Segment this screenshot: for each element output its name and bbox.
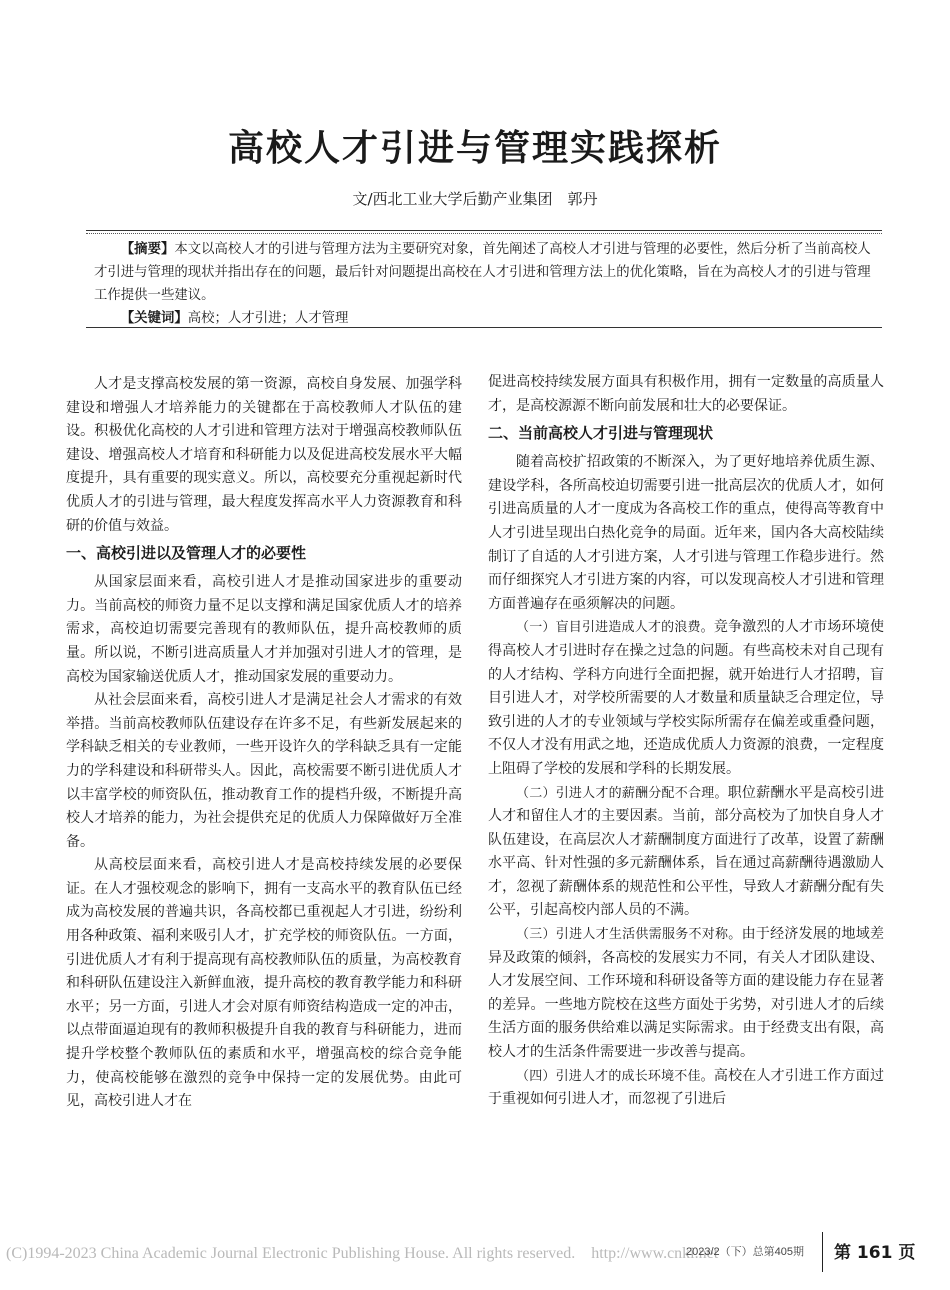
author-line: 文/西北工业大学后勤产业集团 郭丹	[352, 190, 598, 208]
section-heading-1: 一、高校引进以及管理人才的必要性	[66, 544, 307, 563]
page-number: 第 161 页	[834, 1243, 916, 1263]
section-heading-2: 二、当前高校人才引进与管理现状	[488, 424, 714, 443]
keywords-content: 高校；人才引进；人才管理	[187, 311, 349, 326]
subsection-4-title: （四）引进人才的成长环境不佳。	[516, 1068, 714, 1084]
paragraph-school: 从高校层面来看，高校引进人才是高校持续发展的必要保证。在人才强校观念的影响下，拥有一支高水平的教育队伍已经成为高校发展的普遍共识，各高校都已重视起人才引进，纷纷利用各种政策、福利来吸引人才，扩充学校的师资队伍。一方面，引进优质人才有利于提高现有高校教师队伍的质量，为高校教育和科研队伍建设注入新鲜血液，提升高校的教育教学能力和科研水平；另一方面，引进人才会对原有师资结构造成一定的冲击，以点带面逼迫现有的教师积极提升自我的教育与科研能力，进而提升学校整个教师队伍的素质和水平，增强高校的综合竞争能力，使高校能够在激烈的竞争中保持一定的发展优势。由此可见，高校引进人才在	[66, 857, 462, 1110]
subsection-2-text: 职位薪酬水平是高校引进人才和留住人才的主要因素。当前，部分高校为了加快自身人才队伍建设，在高层次人才薪酬制度方面进行了改革，设置了薪酬水平高、针对性强的多元薪酬体系，旨在通过高薪酬待遇激励人才，忽视了薪酬体系的规范性和公平性，导致人才薪酬分配有失公平，引起高校内部人员的不满。	[488, 784, 884, 919]
right-column	[488, 371, 884, 1112]
subsection-1-text: 竞争激烈的人才市场环境使得高校人才引进时存在操之过急的问题。有些高校未对自己现有的人才结构、学科方向进行全面把握，就开始进行人才招聘，盲目引进人才，对学校所需要的人才数量和质量缺乏合理定位，导致引进的人才的专业领域与学校实际所需存在偏差或重叠问题，不仅人才没有用武之地，还造成优质人力资源的浪费，一定程度上阻碍了学校的发展和学科的长期发展。	[488, 619, 884, 777]
left-column	[66, 373, 462, 1114]
intro-paragraph: 人才是支撑高校发展的第一资源，高校自身发展、加强学科建设和增强人才培养能力的关键都在于高校教师人才队伍的建设。积极优化高校的人才引进和管理方法对于增强高校教师队伍建设、增强高校人才培育和科研能力以及促进高校发展水平大幅度提升，具有重要的现实意义。所以，高校要充分重视起新时代优质人才的引进与管理，最大程度发挥高水平人力资源教育和科研的价值与效益。	[66, 376, 462, 534]
page-footer	[0, 1232, 950, 1272]
subsection-1	[488, 616, 884, 781]
abstract-text-block	[94, 238, 874, 330]
subsection-3-title: （三）引进人才生活供需服务不对称。	[516, 927, 742, 943]
subsection-1-title: （一）盲目引进造成人才的浪费。	[516, 620, 714, 636]
subsection-2-title: （二）引进人才的薪酬分配不合理。	[516, 785, 728, 801]
abstract-label: 【摘要】	[120, 242, 175, 257]
paragraph-social: 从社会层面来看，高校引进人才是满足社会人才需求的有效举措。当前高校教师队伍建设存在许多不足，有些新发展起来的学科缺乏相关的专业教师，一些开设许久的学科缺乏具有一定能力的学科建设和科研带头人。因此，高校需要不断引进优质人才以丰富学校的师资队伍，推动教育工作的提档升级，不断提升高校人才培养的能力，为社会提供充足的优质人力保障做好万全准备。	[66, 692, 462, 850]
paragraph-status: 随着高校扩招政策的不断深入，为了更好地培养优质生源、建设学科，各所高校迫切需要引进一批高层次的优质人才，如何引进高质量的人才一度成为各高校工作的重点，使得高等教育中人才引进呈现出白热化竞争的局面。近年来，国内各大高校陆续制订了自适的人才引进方案，人才引进与管理工作稳步进行。然而仔细探究人才引进方案的内容，可以发现高校人才引进和管理方面普遍存在亟须解决的问题。	[488, 454, 884, 612]
subsection-2	[488, 782, 884, 924]
continuation-paragraph: 促进高校持续发展方面具有积极作用，拥有一定数量的高质量人才，是高校源源不断向前发展和壮大的必要保证。	[488, 374, 884, 414]
copyright-watermark: (C)1994-2023 China Academic Journal Electronic Publishing House. All rights reserved. http://www.cnki.net	[6, 1245, 719, 1262]
paragraph-national: 从国家层面来看，高校引进人才是推动国家进步的重要动力。当前高校的师资力量不足以支撑和满足国家优质人才的培养需求，高校迫切需要完善现有的教师队伍，提升高校教师的质量。所以说，不断引进高质量人才并加强对引进人才的管理，是高校为国家输送优质人才，推动国家发展的重要动力。	[66, 574, 462, 685]
keywords-label: 【关键词】	[120, 311, 188, 326]
subsection-4-text: 高校在人才引进工作方面过于重视如何引进人才，而忽视了引进后	[488, 1067, 884, 1108]
abstract-content: 本文以高校人才的引进与管理方法为主要研究对象，首先阐述了高校人才引进与管理的必要性，然后分析了当前高校人才引进与管理的现状并指出存在的问题，最后针对问题提出高校在人才引进和管理方法上的优化策略，旨在为高校人才的引进与管理工作提供一些建议。	[94, 242, 871, 303]
abstract-dotted-rule	[86, 233, 882, 234]
issue-info: 2023/2（下）总第405期	[686, 1246, 804, 1258]
abstract-top-rule	[86, 230, 882, 231]
subsection-4	[488, 1065, 884, 1112]
abstract-box	[86, 230, 882, 328]
article-title: 高校人才引进与管理实践探析	[227, 127, 722, 169]
footer-divider	[822, 1232, 823, 1272]
subsection-3	[488, 923, 884, 1065]
abstract-bottom-rule	[86, 327, 882, 328]
subsection-3-text: 由于经济发展的地域差异及政策的倾斜，各高校的发展实力不同，有关人才团队建设、人才发展空间、工作环境和科研设备等方面的建设能力存在显著的差异。一些地方院校在这些方面处于劣势，对引进人才的后续生活方面的服务供给难以满足实际需求。由于经费支出有限，高校人才的生活条件需要进一步改善与提高。	[488, 926, 884, 1061]
